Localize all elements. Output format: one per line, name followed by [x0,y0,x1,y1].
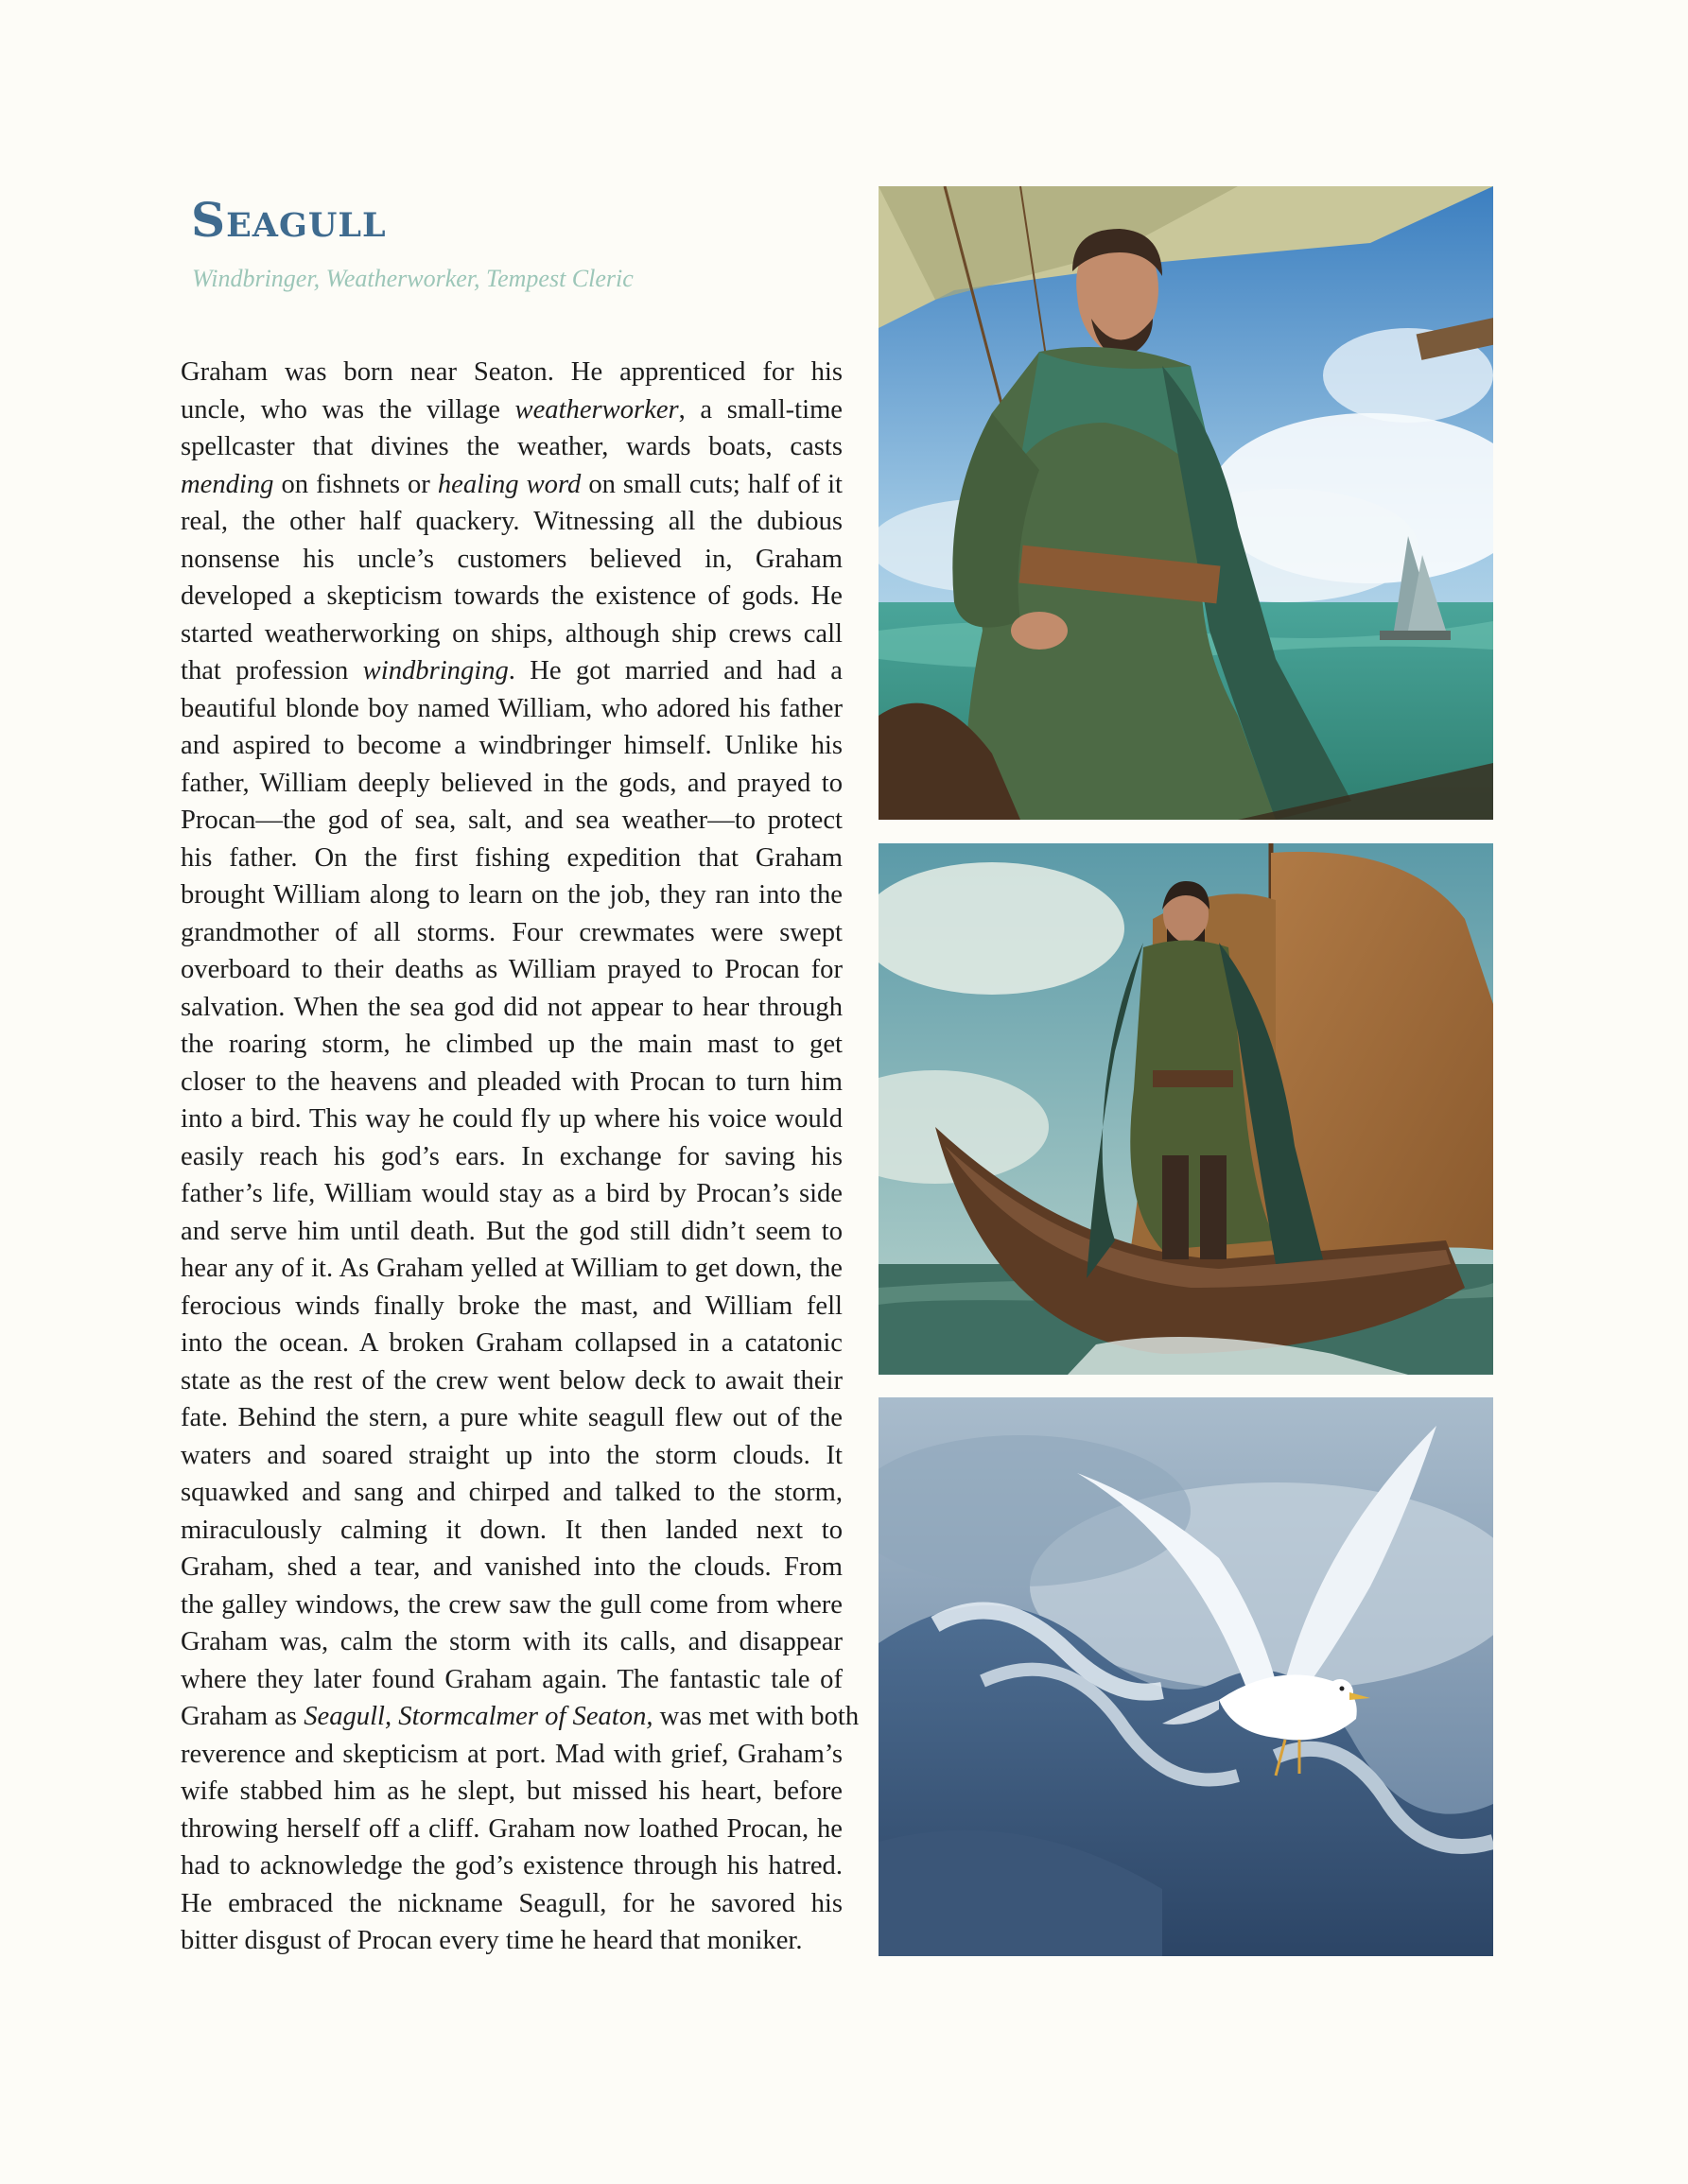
body-line [181,840,843,877]
text-run: overboard to their deaths as William prayed to Procan for [181,955,843,984]
text-run: Graham was born near Seaton. He apprenticed for his [181,357,843,387]
text-run: throwing herself off a cliff. Graham now loathed Procan, he [181,1813,843,1844]
text-run: salvation. When the sea god did not appear to hear through [181,992,843,1022]
text-run: nonsense his uncle’s customers believed in, Graham [181,544,843,574]
text-run: closer to the heavens and pleaded with Procan to turn him [181,1066,843,1097]
text-run: real, the other half quackery. Witnessing all the dubious [181,507,843,536]
text-run: Graham as [181,1702,305,1731]
text-run: miraculously calming it down. It then landed next to [181,1515,843,1545]
body-line [181,1885,843,1923]
body-line [181,765,843,803]
body-line [181,1437,843,1475]
body-line [181,1250,843,1288]
body-line [181,1474,843,1512]
body-line [181,391,843,429]
body-line [181,1175,843,1213]
italic-term: weatherworker [514,394,679,425]
text-run: developed a skepticism towards the existence of gods. He [181,581,843,611]
body-line [181,914,843,952]
text-run: his father. On the first fishing expedition that Graham [181,842,843,873]
text-run: on small cuts; half of it [581,469,843,499]
body-line [181,989,843,1027]
text-run: beautiful blonde boy named William, who adored his father [181,693,843,723]
text-run: the galley windows, the crew saw the gull come from where [181,1589,843,1620]
sailor-on-deck-illustration [879,186,1493,820]
text-run: fate. Behind the stern, a pure white seagull flew out of the [181,1403,843,1432]
body-line [181,1138,843,1176]
body-line [181,428,843,466]
text-run: hear any of it. As Graham yelled at William to get down, the [181,1254,843,1283]
text-run: father’s life, William would stay as a bird by Procan’s side [181,1179,843,1208]
text-run: wife stabbed him as he slept, but missed his heart, before [181,1777,843,1806]
body-line [181,1661,843,1699]
text-run: brought William along to learn on the job, they ran into the [181,880,843,910]
body-line [181,615,843,653]
text-run: and serve him until death. But the god still didn’t seem to [181,1216,843,1246]
body-line [181,1213,843,1251]
text-run: Graham was, calm the storm with its calls, and disappear [181,1627,843,1656]
text-run: bitter disgust of Procan every time he heard that moniker. [181,1926,803,1955]
body-line [181,541,843,579]
text-run: ferocious winds finally broke the mast, and William fell [181,1291,843,1321]
text-run: waters and soared straight up into the storm clouds. It [181,1440,843,1470]
text-run: Graham, shed a tear, and vanished into the clouds. From [181,1552,843,1582]
body-line [181,1325,843,1362]
body-line [181,1847,843,1885]
body-line [181,1736,843,1774]
seagull-over-storm-illustration [879,1397,1493,1956]
text-run: and aspired to become a windbringer himself. Unlike his [181,731,843,760]
body-line [181,1288,843,1326]
italic-term: windbringing [362,656,509,685]
body-line [181,466,843,504]
body-line [181,876,843,914]
body-line [181,1101,843,1138]
text-run: squawked and sang and chirped and talked to the storm, [181,1478,843,1507]
text-run: father, William deeply believed in the gods, and prayed to [181,768,843,798]
text-run: into a bird. This way he could fly up where his voice would [181,1104,843,1134]
text-run: easily reach his god’s ears. In exchange for saving his [181,1141,843,1171]
body-line [181,652,843,690]
body-line [181,1512,843,1550]
text-run: the roaring storm, he climbed up the main mast to get [181,1030,843,1059]
italic-term: Seagull, Stormcalmer of Seaton, [304,1702,653,1731]
text-run: on fishnets or [273,469,438,499]
body-paragraph [181,354,860,1960]
body-line [181,1922,843,1960]
boat-with-orange-sail-illustration [879,843,1493,1375]
italic-term: healing word [437,469,582,499]
text-run: was met with both [653,1702,860,1731]
text-run: spellcaster that divines the weather, wards boats, casts [181,432,843,461]
body-line [181,578,843,615]
body-line [181,802,843,840]
body-line [181,690,843,728]
body-line [181,727,843,765]
text-run: that profession [181,656,363,685]
text-run: where they later found Graham again. The fantastic tale of [181,1664,843,1694]
page-title: Seagull [191,192,387,248]
text-run: uncle, who was the village [181,394,515,425]
body-line [181,354,843,391]
body-line [181,1362,843,1400]
text-run: grandmother of all storms. Four crewmates were swept [181,917,843,947]
body-line [181,1586,843,1624]
body-line [181,503,843,541]
text-run: reverence and skepticism at port. Mad with grief, Graham’s [181,1739,843,1769]
text-run: into the ocean. A broken Graham collapsed in a catatonic [181,1328,843,1358]
text-run: He embraced the nickname Seagull, for he savored his [181,1888,843,1918]
text-run: . He got married and had a [508,656,843,685]
body-line [181,1811,843,1848]
body-line [181,951,843,989]
text-run: , a small-time [678,394,844,425]
text-run: started weatherworking on ships, although ship crews call [181,618,843,649]
body-line [181,1623,843,1661]
body-line [181,1064,843,1101]
text-run: had to acknowledge the god’s existence through his hatred. [181,1851,843,1881]
text-run: state as the rest of the crew went below deck to await their [181,1365,843,1395]
text-run: Procan—the god of sea, salt, and sea weather—to protect [181,806,843,835]
body-line [181,1549,843,1586]
body-line [181,1698,860,1736]
body-line [181,1399,843,1437]
page-subtitle: Windbringer, Weatherworker, Tempest Cleric [192,265,634,292]
body-line [181,1026,843,1064]
body-line [181,1773,843,1811]
italic-term: mending [181,469,274,499]
